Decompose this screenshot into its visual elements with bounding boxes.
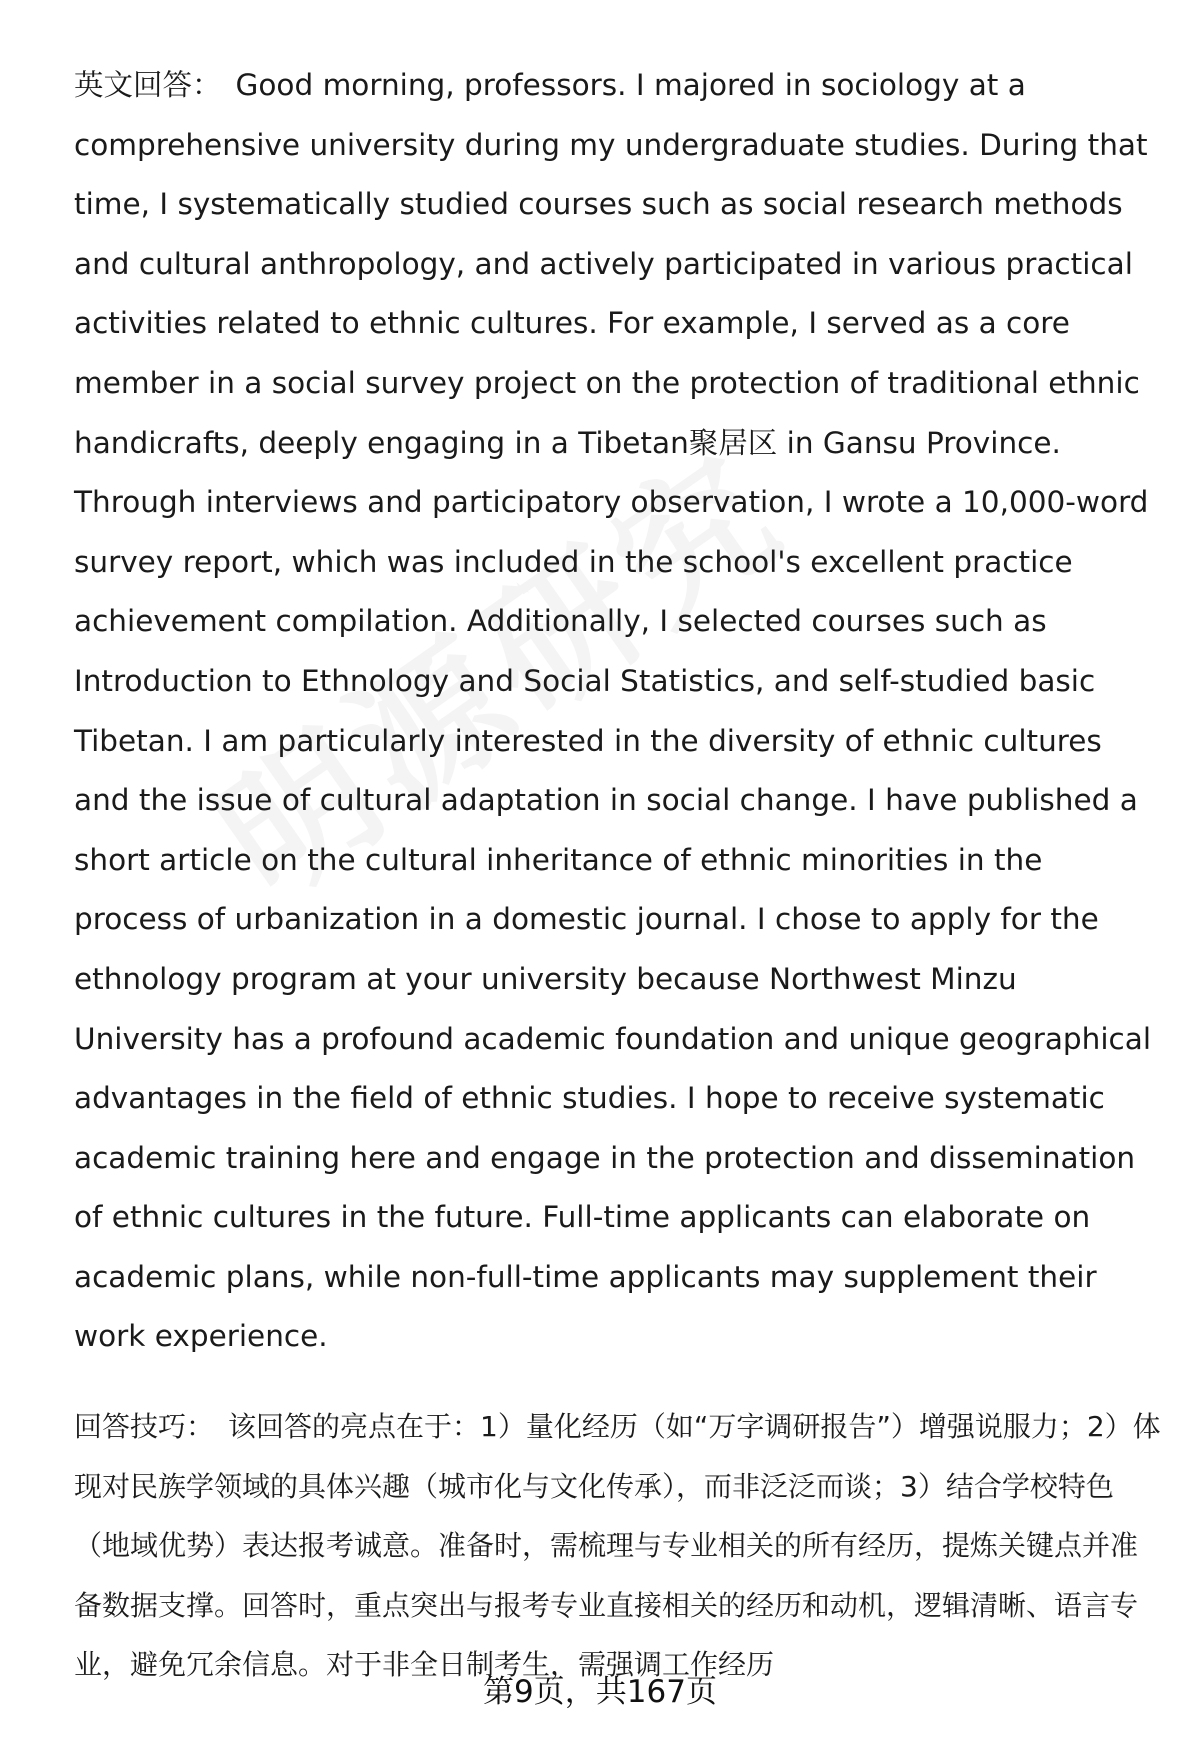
english-answer-paragraph	[74, 56, 1164, 1367]
answer-tips-text: 该回答的亮点在于：1）量化经历（如“万字调研报告”）增强说服力；2）体现对民族学领域的具体兴趣（城市化与文化传承），而非泛泛而谈；3）结合学校特色（地域优势）表达报考诚意。准备时，需梳理与专业相关的所有经历，提炼关键点并准备数据支撑。回答时，重点突出与报考专业直接相关的经历和动机，逻辑清晰、语言专业，避免冗余信息。对于非全日制考生，需强调工作经历	[74, 1410, 1161, 1682]
page-indicator: 第9页，共167页	[483, 1674, 717, 1710]
answer-tips-paragraph	[74, 1397, 1164, 1695]
document-page	[74, 56, 1164, 1695]
english-answer-label: 英文回答：	[74, 68, 222, 102]
english-answer-text: Good morning, professors. I majored in sociology at a comprehensive university during my undergraduate studies. During that time, I systematically studied courses such as social research methods and cultural anthropology, and actively participated in various practical activities related to ethnic cultures. For example, I served as a core member in a social survey project on the protection of traditional ethnic handicrafts, deeply engaging in a Tibetan聚居区 in Gansu Province. Through interviews and participatory observation, I wrote a 10,000-word survey report, which was included in the school's excellent practice achievement compilation. Additionally, I selected courses such as Introduction to Ethnology and Social Statistics, and self-studied basic Tibetan. I am particularly interested in the diversity of ethnic cultures and the issue of cultural adaptation in social change. I have published a short article on the cultural inheritance of ethnic minorities in the process of urbanization in a domestic journal. I chose to apply for the ethnology program at your university because Northwest Minzu University has a profound academic foundation and unique geographical advantages in the field of ethnic studies. I hope to receive systematic academic training here and engage in the protection and dissemination of ethnic cultures in the future. Full-time applicants can elaborate on academic plans, while non-full-time applicants may supplement their work experience.	[74, 68, 1152, 1354]
answer-tips-label: 回答技巧：	[74, 1410, 215, 1444]
